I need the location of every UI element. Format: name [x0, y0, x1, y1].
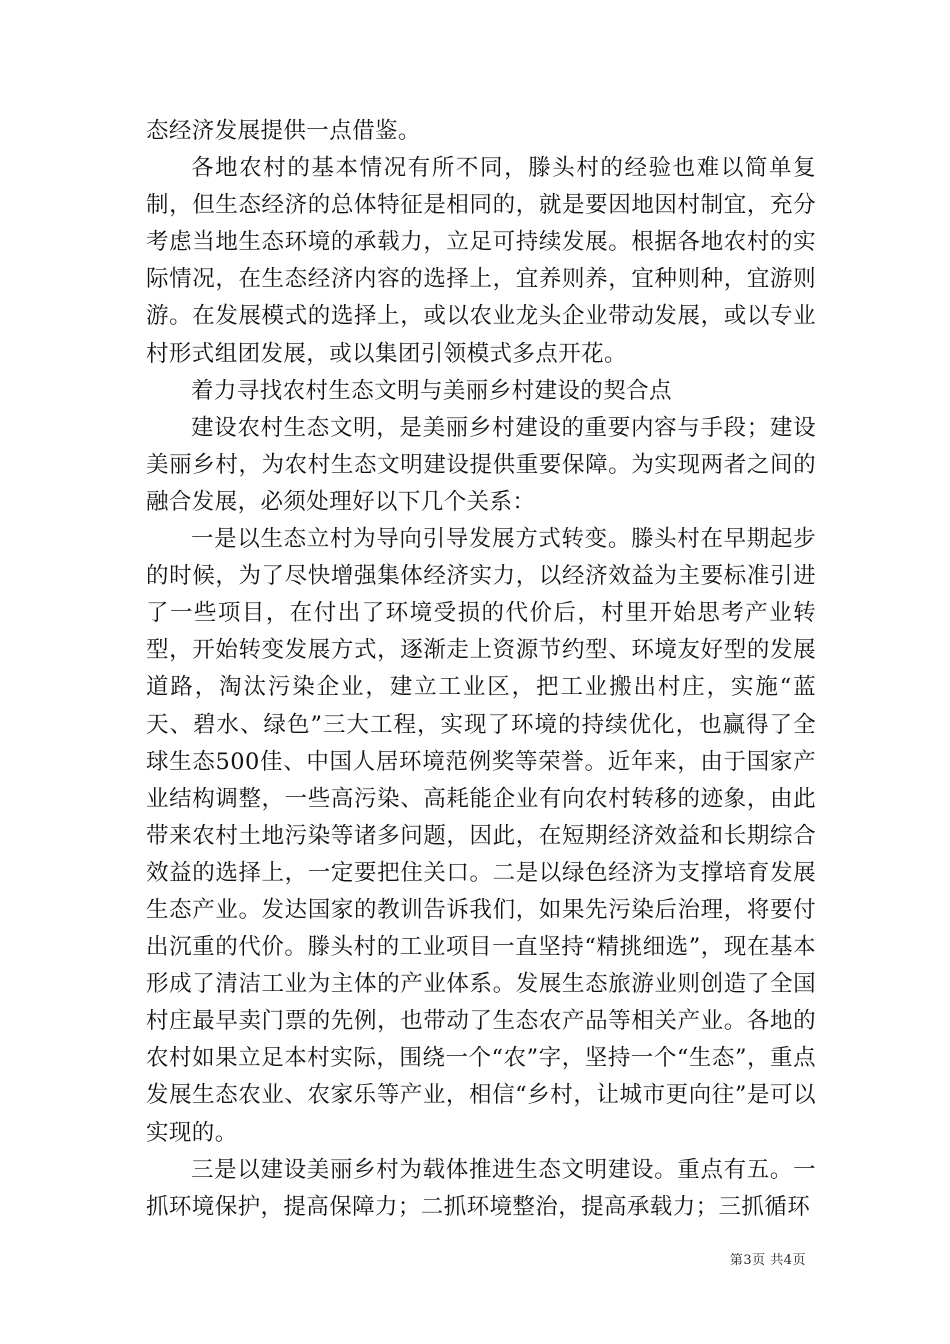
- paragraph-beautiful-village: 三是以建设美丽乡村为载体推进生态文明建设。重点有五。一抓环境保护，提高保障力；二抓环境整治，提高承载力；三抓循环: [146, 1156, 816, 1220]
- paragraph-relations: 一是以生态立村为导向引导发展方式转变。滕头村在早期起步的时候，为了尽快增强集体经济实力，以经济效益为主要标准引进了一些项目，在付出了环境受损的代价后，村里开始思考产业转型，开始转变发展方式，逐渐走上资源节约型、环境友好型的发展道路，淘汰污染企业，建立工业区，把工业搬出村庄，实施“蓝天、碧水、绿色”三大工程，实现了环境的持续优化，也赢得了全球生态500佳、中国人居环境范例奖等荣誉。近年来，由于国家产业结构调整，一些高污染、高耗能企业有向农村转移的迹象，由此带来农村土地污染等诸多问题，因此，在短期经济效益和长期综合效益的选择上，一定要把住关口。二是以绿色经济为支撑培育发展生态产业。发达国家的教训告诉我们，如果先污染后治理，将要付出沉重的代价。滕头村的工业项目一直坚持“精挑细选”，现在基本形成了清洁工业为主体的产业体系。发展生态旅游业则创造了全国村庄最早卖门票的先例，也带动了生态农产品等相关产业。各地的农村如果立足本村实际，围绕一个“农”字，坚持一个“生态”，重点发展生态农业、农家乐等产业，相信“乡村，让城市更向往”是可以实现的。: [146, 526, 816, 1146]
- page-number: 第3页 共4页: [729, 1253, 806, 1268]
- paragraph-ecological-civilization: 建设农村生态文明，是美丽乡村建设的重要内容与手段；建设美丽乡村，为农村生态文明建设提供重要保障。为实现两者之间的融合发展，必须处理好以下几个关系：: [146, 414, 816, 515]
- section-heading: 着力寻找农村生态文明与美丽乡村建设的契合点: [191, 377, 672, 404]
- document-body: [146, 113, 816, 1226]
- paragraph-continuation: 态经济发展提供一点借鉴。: [146, 118, 421, 144]
- paragraph-rural-conditions: 各地农村的基本情况有所不同，滕头村的经验也难以简单复制，但生态经济的总体特征是相同的，就是要因地因村制宜，充分考虑当地生态环境的承载力，立足可持续发展。根据各地农村的实际情况，在生态经济内容的选择上，宜养则养，宜种则种，宜游则游。在发展模式的选择上，或以农业龙头企业带动发展，或以专业村形式组团发展，或以集团引领模式多点开花。: [146, 155, 816, 367]
